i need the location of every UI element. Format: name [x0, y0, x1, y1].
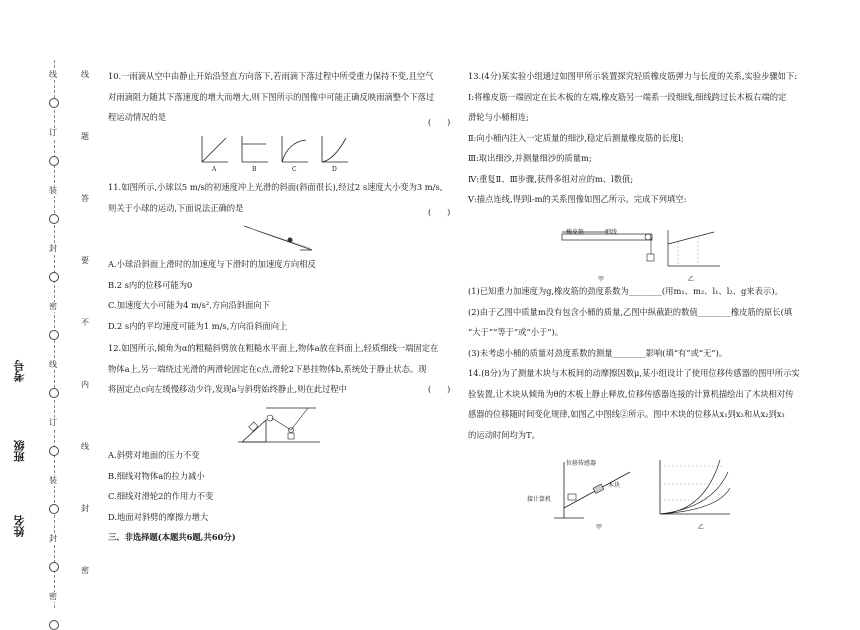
q14-line: 14.(8分)为了测量木块与木板间的动摩擦因数μ,某小组设计了使用位移传感器的图甲所示实 — [468, 368, 800, 378]
q12-choices — [108, 445, 453, 548]
no-answer-char: 线 — [81, 70, 89, 79]
q12-line: 物体a上,另一端绕过光滑的两滑轮固定在c点,滑轮2下悬挂物体b,系统处于静止状态。现 — [108, 363, 427, 374]
q12-wedge-figure — [236, 398, 322, 448]
section-3-heading: 三、非选择题(本题共6题,共60分) — [108, 532, 236, 542]
column-right — [468, 66, 848, 210]
q13-sub-2-cont: “大于”“等于”或“小于”)。 — [468, 327, 564, 337]
seal-line-char: 装 — [49, 186, 57, 195]
q13-label-rubber: 橡皮筋 — [566, 229, 585, 236]
binding-hole-icon — [49, 562, 59, 572]
q14-line: 验装置,让木块从倾角为θ的木板上静止释放,位移传感器连接的计算机描绘出了木块相对传 — [468, 388, 794, 399]
q13-line: 滑轮与小桶相连; — [468, 112, 529, 122]
q13-label-yi: 乙 — [688, 276, 695, 283]
q11-choice-d: D.2 s内的平均速度可能为1 m/s,方向沿斜面向上 — [108, 320, 288, 331]
q13-label-thread: 细线 — [605, 229, 618, 236]
seal-line-char: 线 — [49, 70, 57, 79]
q14-label-sensor: 位移传感器 — [566, 460, 597, 467]
q13-sub-1: (1)已知重力加速度为g,橡皮筋的劲度系数为________(用m₁、m₂、l₁、l₂、g来表示)。 — [468, 286, 783, 296]
q11-block — [108, 177, 453, 218]
q11-line: 则关于小球的运动,下面说法正确的是 — [108, 202, 244, 213]
field-exam-number: 考号 — [13, 360, 26, 382]
binding-hole-icon — [49, 98, 59, 108]
q13-line: Ⅱ:向小桶内注入一定质量的细沙,稳定后测量橡皮筋的长度l; — [468, 132, 684, 143]
q13-sub-3: (3)未考虑小桶的质量对劲度系数的测量________影响(填“有”或“无”)。 — [468, 347, 728, 358]
binding-hole-icon — [49, 272, 59, 282]
no-answer-char: 密 — [81, 566, 89, 575]
no-answer-char: 不 — [81, 318, 89, 327]
field-class: 班级 — [13, 440, 26, 462]
q14-line: 的运动时间均为T。 — [468, 429, 540, 440]
binding-hole-icon — [49, 620, 59, 630]
seal-line-char: 装 — [49, 476, 57, 485]
no-answer-char: 封 — [81, 504, 89, 513]
q10-line: 程运动情况的是 — [108, 112, 167, 122]
q12-line: 将固定点c向左缓慢移动少许,发现a与斜劈始终静止,则在此过程中 — [108, 384, 347, 394]
seal-line-char: 封 — [49, 244, 57, 253]
q10-option-b: B — [252, 166, 257, 173]
seal-line-char: 订 — [49, 418, 57, 427]
seal-line-char: 密 — [49, 592, 57, 601]
q14-block — [468, 363, 848, 445]
q14-line: 感器的位移随时间变化规律,如图乙中图线②所示。图中木块的位移从x₁到x₂和从x₂到x₃ — [468, 409, 785, 419]
q12-choice-d: D.地面对斜劈的摩擦力增大 — [108, 511, 209, 522]
no-answer-char: 线 — [81, 442, 89, 451]
no-answer-char: 题 — [81, 132, 89, 141]
seal-line-char: 订 — [49, 128, 57, 137]
q14-label-yi: 乙 — [698, 524, 705, 531]
q11-answer-bracket: ( ) — [428, 208, 451, 217]
q12-choice-a: A.斜劈对地面的压力不变 — [108, 450, 200, 460]
q12-line: 12.如图所示,倾角为α的粗糙斜劈放在粗糙水平面上,物体a放在斜面上,轻质细线一端固定在 — [108, 343, 439, 353]
binding-hole-icon — [49, 504, 59, 514]
q13-subquestions — [468, 281, 848, 363]
q13-line: Ⅳ:重复Ⅱ、Ⅲ步骤,获得多组对应的m、l数值; — [468, 173, 634, 184]
q12-choice-c: C.细线对滑轮2的作用力不变 — [108, 491, 214, 501]
binding-hole-icon — [49, 330, 59, 340]
q11-incline-figure — [240, 220, 320, 256]
q13-line: Ⅴ:描点连线,得到l-m的关系图像如图乙所示。完成下列填空: — [468, 194, 687, 204]
q11-choice-a: A.小球沿斜面上滑时的加速度与下滑时的加速度方向相反 — [108, 259, 316, 269]
q12-answer-bracket: ( ) — [428, 385, 451, 394]
q10-option-c: C — [292, 166, 297, 173]
q13-line: Ⅰ:将橡皮筋一端固定在长木板的左端,橡皮筋另一端系一段细线,细线跨过长木板右端的定 — [468, 91, 787, 102]
no-answer-char: 要 — [81, 256, 89, 265]
q10-option-a: A — [212, 166, 217, 173]
field-name: 姓名 — [13, 515, 26, 537]
q14-label-jia: 甲 — [596, 524, 603, 531]
q12-choice-b: B.细线对物体a的拉力减小 — [108, 470, 205, 481]
no-answer-char: 答 — [81, 194, 89, 203]
q10-line: 10.一雨滴从空中由静止开始沿竖直方向落下,若雨滴下落过程中所受重力保持不变,且空气 — [108, 71, 434, 81]
q14-label-block: 木块 — [608, 482, 621, 489]
q10-answer-bracket: ( ) — [428, 118, 451, 127]
q11-choice-c: C.加速度大小可能为4 m/s²,方向沿斜面向下 — [108, 300, 270, 310]
binding-hole-icon — [49, 388, 59, 398]
q13-line: Ⅲ:取出细沙,并测量细沙的质量m; — [468, 153, 592, 163]
binding-hole-icon — [49, 156, 59, 166]
q13-label-jia: 甲 — [598, 276, 605, 283]
q11-choices — [108, 254, 453, 336]
binding-hole-icon — [49, 446, 59, 456]
column-left — [108, 66, 453, 128]
seal-line-char: 密 — [49, 302, 57, 311]
binding-gutter — [0, 0, 89, 608]
seal-line-char: 封 — [49, 534, 57, 543]
q10-line: 对雨滴阻力随其下落速度的增大而增大,则下图所示的图像中可能正确反映雨滴整个下落过 — [108, 91, 435, 102]
q12-block — [108, 338, 453, 400]
binding-hole-icon — [49, 214, 59, 224]
q11-choice-b: B.2 s内的位移可能为0 — [108, 279, 193, 290]
q13-line: 13.(4分)某实验小组通过如图甲所示装置探究轻质橡皮筋弹力与长度的关系,实验步骤如下: — [468, 71, 798, 81]
q11-line: 11.如图所示,小球以5 m/s的初速度冲上光滑的斜面(斜面很长),经过2 s速度大小变为3 m/s, — [108, 182, 443, 192]
no-answer-char: 内 — [81, 380, 89, 389]
q13-sub-2: (2)由于乙图中质量m没有包含小桶的质量,乙图中纵截距的数值________橡皮筋的原长(填 — [468, 306, 793, 317]
q14-label-computer: 接计算机 — [527, 496, 552, 503]
q10-option-d: D — [332, 166, 337, 173]
seal-line-char: 线 — [49, 360, 57, 369]
